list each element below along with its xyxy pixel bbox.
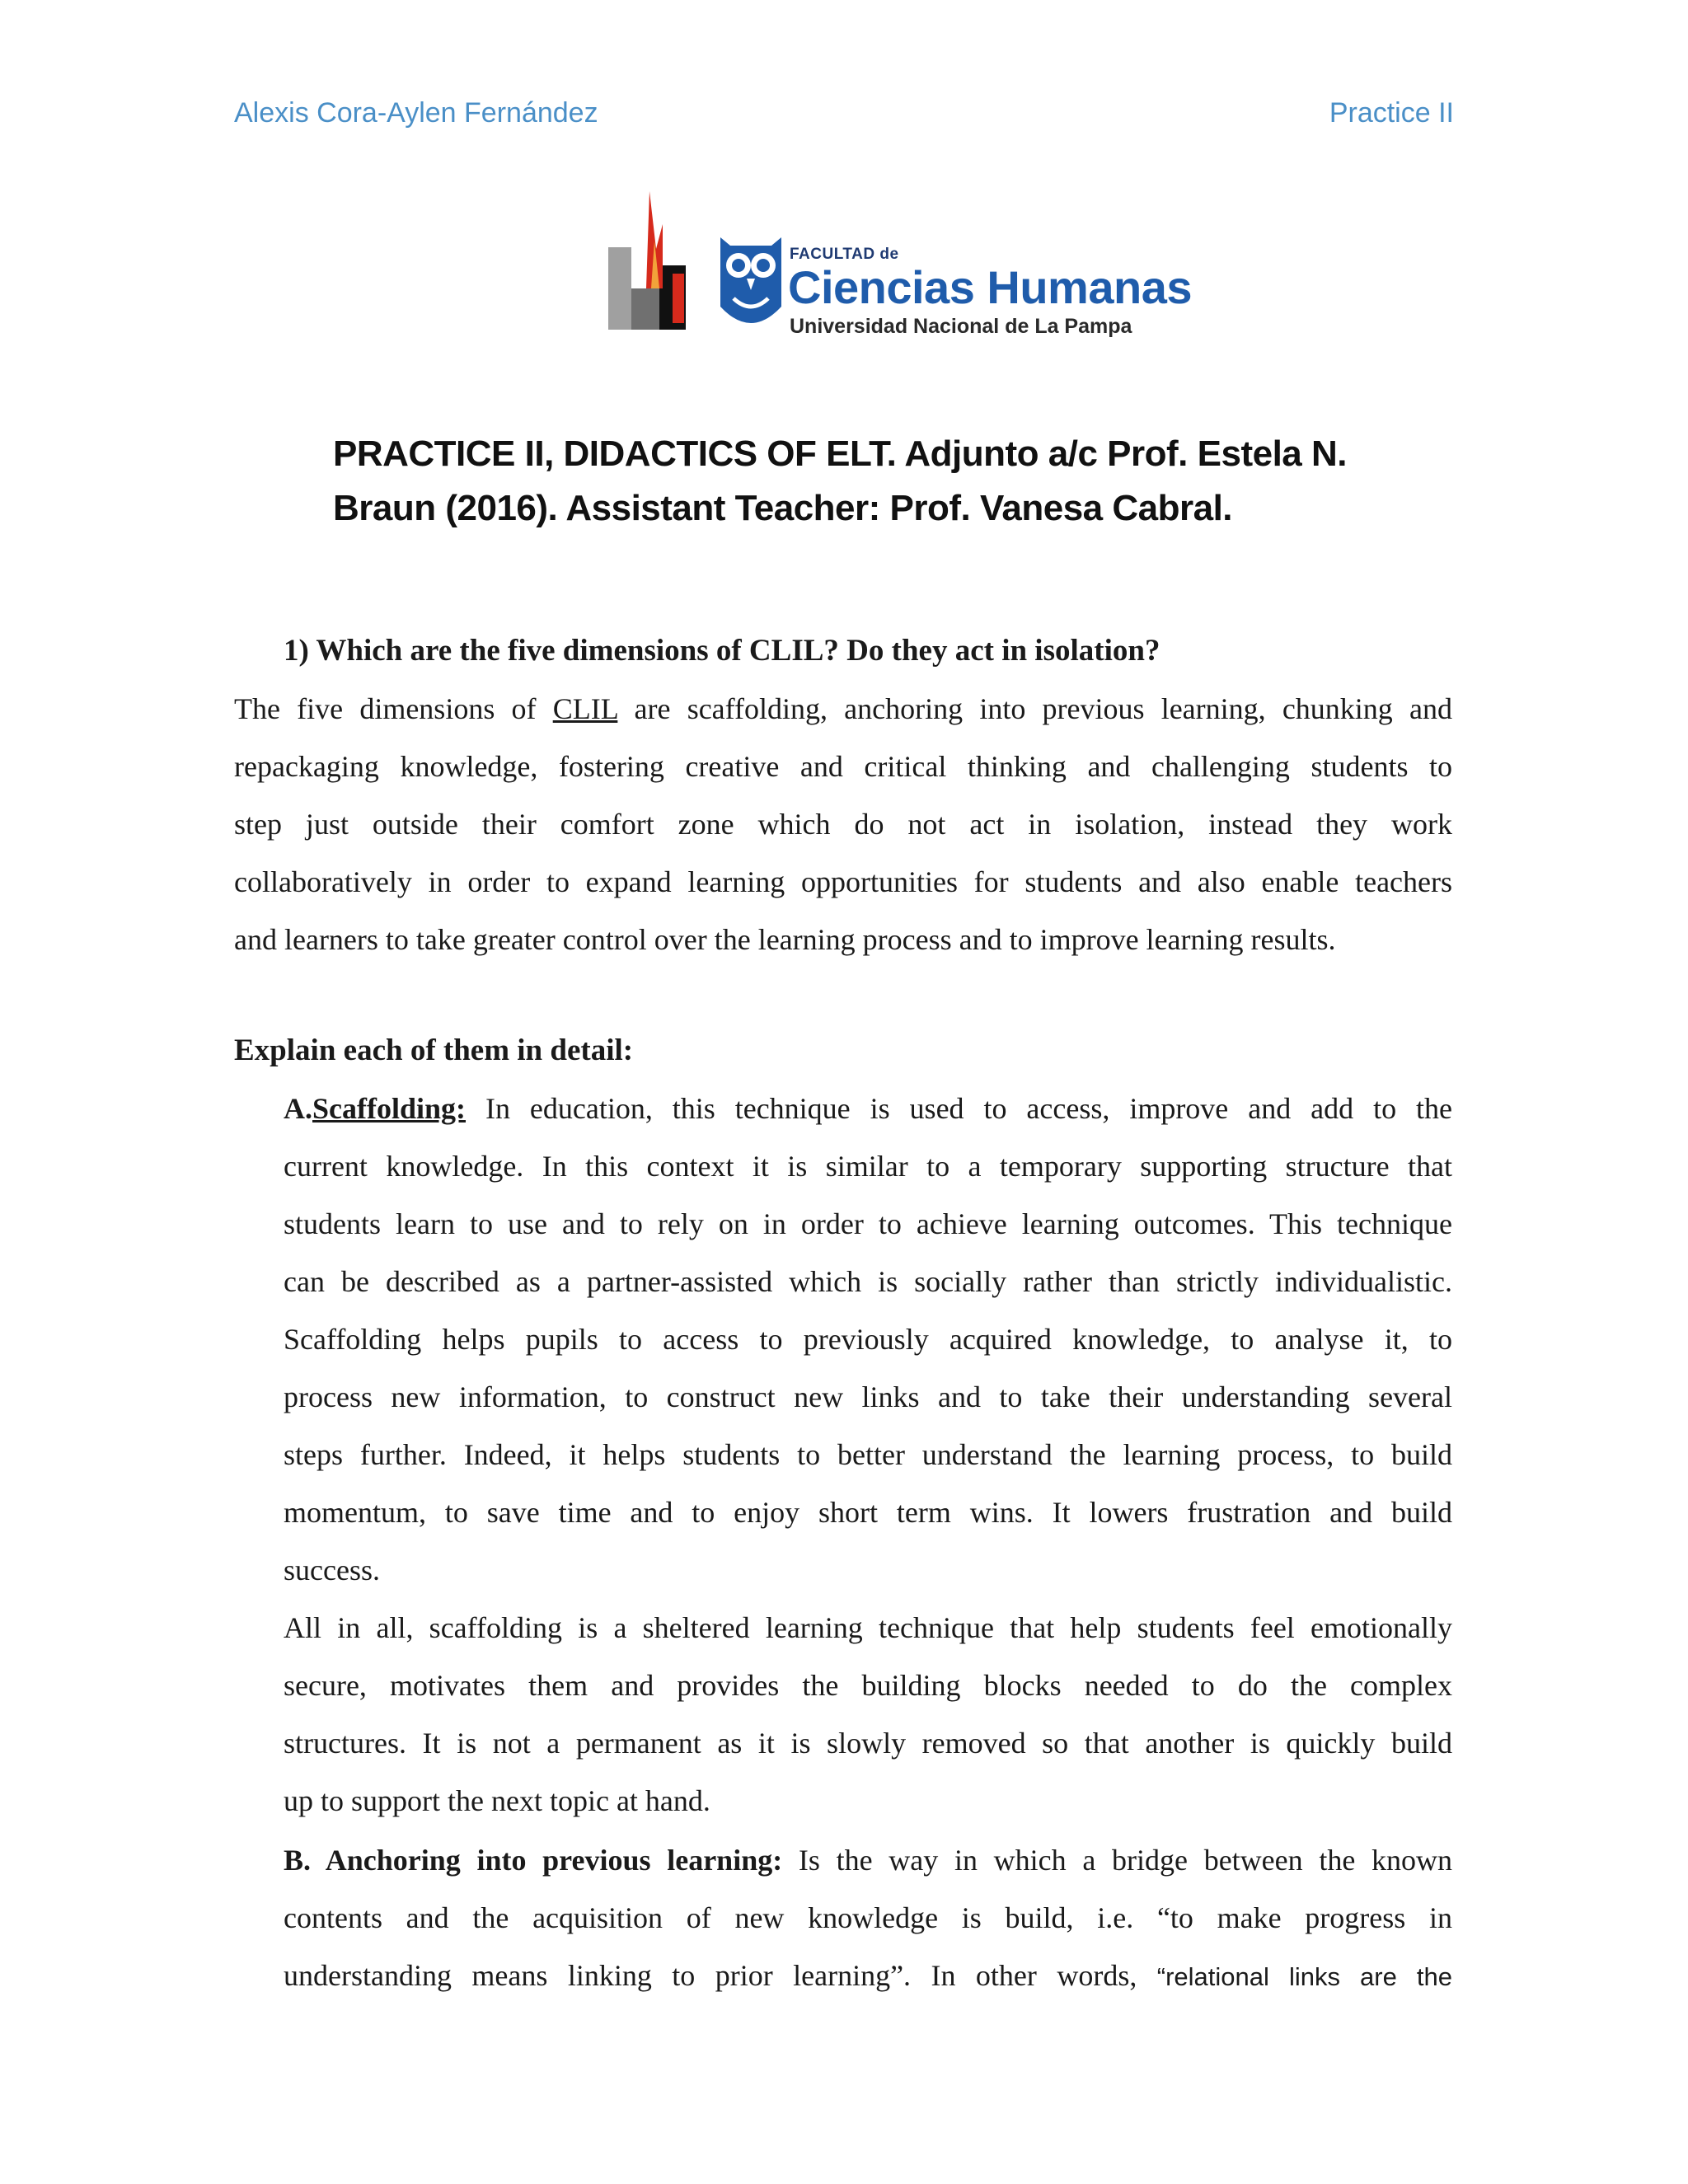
answer-1-line: and learners to take greater control over the learning process and to improve learning results.: [234, 923, 1336, 956]
flame-emblem-icon: [608, 191, 691, 340]
section-b-line: contents and the acquisition of new knowledge is build, i.e. “to make progress in: [284, 1901, 1452, 1934]
section-a-line: A.Scaffolding: In education, this technique is used to access, improve and add to the: [284, 1092, 1452, 1125]
question-1: 1) Which are the five dimensions of CLIL? Do they act in isolation?: [284, 634, 1160, 668]
faculty-logo: [608, 191, 1192, 340]
answer-1-line: repackaging knowledge, fostering creative and critical thinking and challenging students to: [234, 750, 1452, 783]
section-a-line: can be described as a partner-assisted which is socially rather than strictly individualistic.: [284, 1265, 1452, 1298]
section-a-line: students learn to use and to rely on in order to achieve learning outcomes. This technique: [284, 1207, 1452, 1240]
section-a2-line: up to support the next topic at hand.: [284, 1784, 710, 1817]
logo-university: Universidad Nacional de La Pampa: [790, 315, 1132, 338]
answer-1-line: The five dimensions of CLIL are scaffolding, anchoring into previous learning, chunking and: [234, 692, 1452, 725]
scaffolding-heading: Scaffolding:: [312, 1092, 467, 1125]
section-b-line: B. Anchoring into previous learning: Is the way in which a bridge between the known: [284, 1844, 1453, 1877]
section-a-line: current knowledge. In this context it is similar to a temporary supporting structure that: [284, 1150, 1452, 1183]
header-author: Alexis Cora-Aylen Fernández: [234, 97, 598, 129]
title-line-1: PRACTICE II, DIDACTICS OF ELT. Adjunto a/c Prof. Estela N.: [333, 434, 1347, 474]
logo-faculty-name: Ciencias Humanas: [788, 261, 1192, 313]
section-a-line: steps further. Indeed, it helps students to better understand the learning process, to build: [284, 1438, 1452, 1471]
section-a2-line: structures. It is not a permanent as it is slowly removed so that another is quickly build: [284, 1727, 1452, 1760]
section-a-line: success.: [284, 1554, 380, 1586]
owl-icon: [714, 232, 788, 340]
logo-faculty-small: FACULTAD de: [790, 246, 899, 263]
section-a-line: momentum, to save time and to enjoy short term wins. It lowers frustration and build: [284, 1496, 1452, 1529]
anchoring-heading: B. Anchoring into previous learning:: [284, 1844, 783, 1877]
section-a-line: process new information, to construct new links and to take their understanding several: [284, 1380, 1452, 1413]
section-a2-line: All in all, scaffolding is a sheltered learning technique that help students feel emotionally: [284, 1611, 1452, 1644]
section-b-paragraph: [284, 1831, 1452, 2006]
section-a-line: Scaffolding helps pupils to access to previously acquired knowledge, to analyse it, to: [284, 1323, 1452, 1356]
header-course: Practice II: [1329, 97, 1454, 129]
section-b-line: understanding means linking to prior learning”. In other words, “relational links are the: [284, 1959, 1452, 1992]
answer-1-paragraph: [234, 680, 1452, 968]
answer-1-line: step just outside their comfort zone which do not act in isolation, instead they work: [234, 808, 1452, 841]
explain-heading: Explain each of them in detail:: [234, 1033, 634, 1067]
title-line-2: Braun (2016). Assistant Teacher: Prof. Vanesa Cabral.: [333, 488, 1233, 528]
section-a-paragraph: [284, 1080, 1452, 1830]
answer-1-line: collaboratively in order to expand learning opportunities for students and also enable teachers: [234, 865, 1452, 898]
section-a2-line: secure, motivates them and provides the building blocks needed to do the complex: [284, 1669, 1452, 1702]
document-title: [333, 427, 1470, 536]
clil-link: CLIL: [552, 692, 618, 725]
